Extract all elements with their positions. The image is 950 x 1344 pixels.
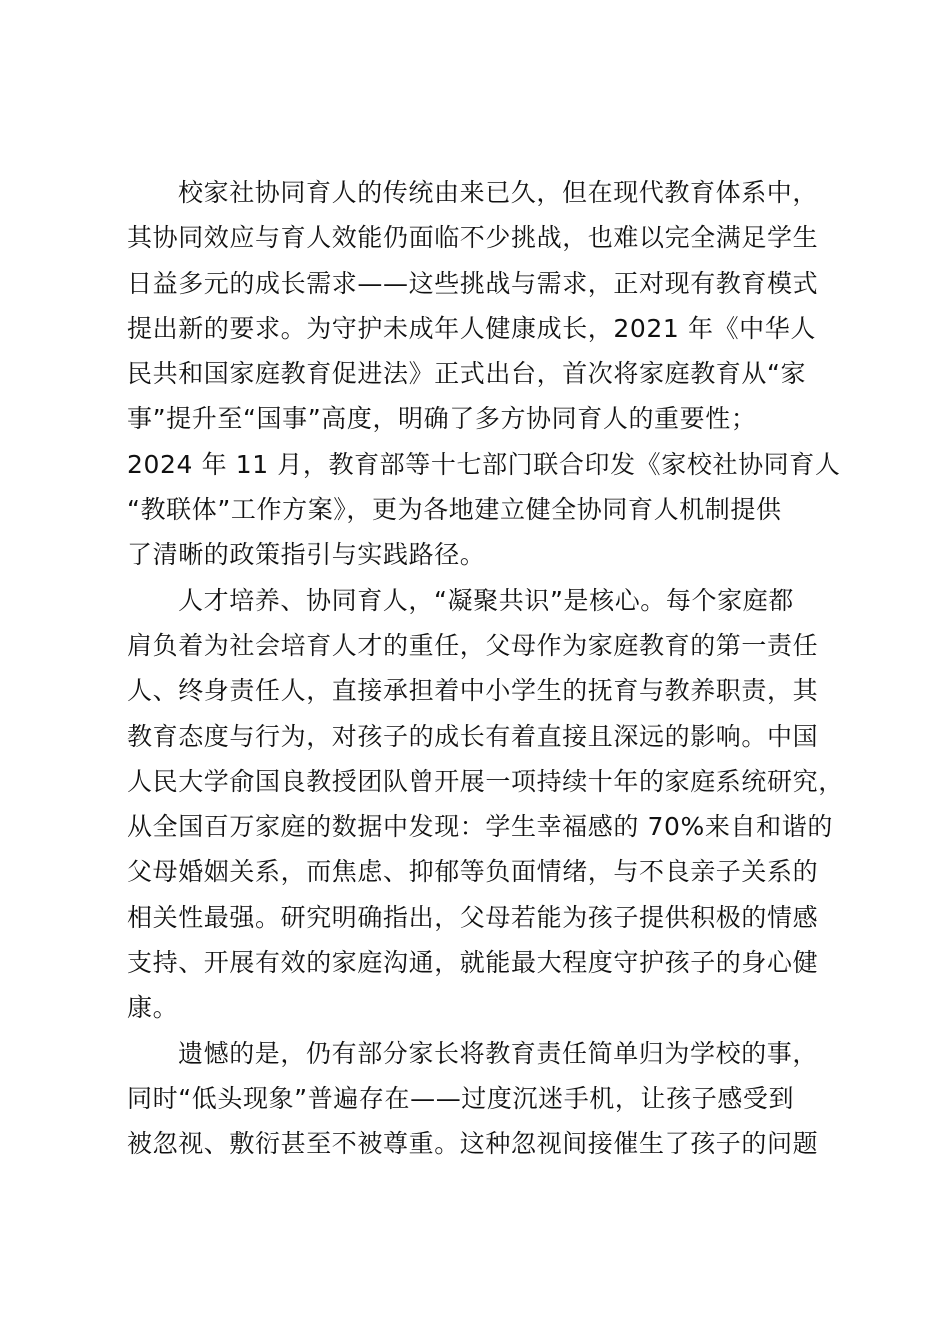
text-line: 相关性最强。研究明确指出，父母若能为孩子提供积极的情感 <box>127 902 819 932</box>
text-line: 同时“低头现象”普遍存在——过度沉迷手机，让孩子感受到 <box>127 1083 795 1113</box>
text-line: 其协同效应与育人效能仍面临不少挑战，也难以完全满足学生 <box>127 223 819 253</box>
text-line: 校家社协同育人的传统由来已久，但在现代教育体系中， <box>178 178 819 207</box>
text-line: 肩负着为社会培育人才的重任，父母作为家庭教育的第一责任 <box>127 630 819 660</box>
text-line: 日益多元的成长需求——这些挑战与需求，正对现有教育模式 <box>127 268 819 298</box>
paragraph-1 <box>127 170 841 578</box>
text-line: “教联体”工作方案》，更为各地建立健全协同育人机制提供 <box>127 495 782 525</box>
text-line: 遗憾的是，仍有部分家长将教育责任简单归为学校的事， <box>178 1038 819 1068</box>
text-line: 父母婚姻关系，而焦虑、抑郁等负面情绪，与不良亲子关系的 <box>127 857 819 887</box>
text-line: 民共和国家庭教育促进法》正式出台，首次将家庭教育从“家 <box>127 359 807 389</box>
text-line: 支持、开展有效的家庭沟通，就能最大程度守护孩子的身心健 <box>127 948 819 978</box>
text-line: 被忽视、敷衍甚至不被尊重。这种忽视间接催生了孩子的问题 <box>127 1129 819 1159</box>
document-body <box>127 170 844 1167</box>
text-line: 人才培养、协同育人，“凝聚共识”是核心。每个家庭都 <box>178 585 794 615</box>
text-line: 从全国百万家庭的数据中发现：学生幸福感的 70%来自和谐的 <box>127 812 833 842</box>
text-line: 提出新的要求。为守护未成年人健康成长，2021 年《中华人 <box>127 313 816 343</box>
text-line: 人民大学俞国良教授团队曾开展一项持续十年的家庭系统研究， <box>127 766 844 796</box>
text-line: 了清晰的政策指引与实践路径。 <box>127 540 486 570</box>
text-line: 人、终身责任人，直接承担着中小学生的抚育与教养职责，其 <box>127 676 819 706</box>
text-line: 2024 年 11 月，教育部等十七部门联合印发《家校社协同育人 <box>127 449 841 479</box>
text-line: 教育态度与行为，对孩子的成长有着直接且深远的影响。中国 <box>127 721 819 751</box>
text-line: 康。 <box>127 993 179 1023</box>
paragraph-3 <box>127 1031 833 1167</box>
paragraph-2 <box>127 578 844 1031</box>
text-line: 事”提升至“国事”高度，明确了多方协同育人的重要性； <box>127 404 757 434</box>
